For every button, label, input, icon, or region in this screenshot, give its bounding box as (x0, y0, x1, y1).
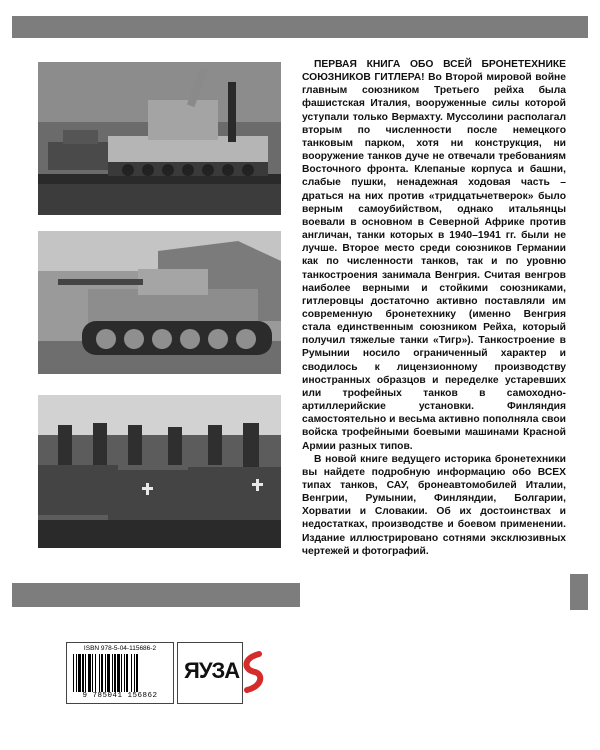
photo-svg-2 (38, 231, 281, 374)
tank-photo-self-propelled-gun (38, 62, 281, 215)
isbn-barcode-box (66, 642, 174, 704)
blurb-paragraph-2: В новой книге ведущего историка бронетехники вы найдете подробную информацию обо ВСЕХ типах танков, САУ, бронеавтомобилей Италии, Венгрии, Румынии, Финляндии, Болгарии, Хорватии и Словакии. Об их достоинствах и недостатках, производстве и боевом применении. Издание иллюстрировано сотнями эксклюзивных чертежей и фотографий. (302, 453, 566, 557)
barcode-graphic (73, 654, 167, 692)
photo-svg-1 (38, 62, 281, 215)
isbn-label: ISBN 978-5-04-115686-2 (83, 645, 157, 652)
blurb-paragraph-1: ПЕРВАЯ КНИГА ОБО ВСЕЙ БРОНЕТЕХНИКЕ СОЮЗНИКОВ ГИТЛЕРА! Во Второй мировой войне главным союзником Третьего рейха была фашистская Италия, вооруженные силы которой уступали только Вермахту. Муссолини располагал вторым по численности после немецкого танковым парком, хотя ни конструкция, ни вооружение танков дуче не отвечали требованиям Восточного фронта. Клепаные корпуса и башни, слабые пушки, ненадежная ходовая часть – драться на них против «тридцатьчетверок» было верным самоубийством, однако итальянцы воевали в основном в Северной Африке против англичан, танки которых в 1940–1941 гг. были не лучше. Второе место среди союзников Германии как по численности танков, так и по уровню танкостроения занимала Венгрия. Считая венгров наиболее верными и стойкими союзниками, гитлеровцы достаточно активно поставляли им современную бронетехнику (именно Венгрия стала единственным союзником Рейха, который получил тяжелые танки «Тигр»). Танкостроение в Румынии носило ограниченный характер и сводилось к лицензионному производству иностранных образцов и переделке устаревших или трофейных танков в самоходно-артиллерийские установки. Финляндия самостоятельно и весьма активно пополняла свои войска трофейными боевыми машинами Красной Армии разных типов. (302, 59, 566, 452)
publisher-logo-text: ЯУЗА (184, 658, 240, 683)
publisher-logo-icon (239, 650, 265, 694)
right-gray-tab (570, 574, 588, 610)
publisher-logo-box (177, 642, 243, 704)
top-gray-bar (12, 16, 588, 38)
tank-photo-parade-crews (38, 395, 281, 548)
back-cover-blurb (302, 58, 566, 558)
tank-photo-light-tank-camouflage (38, 231, 281, 374)
middle-gray-bar (12, 583, 300, 607)
photo-svg-3 (38, 395, 281, 548)
barcode-number: 9 785041 156862 (82, 692, 158, 700)
